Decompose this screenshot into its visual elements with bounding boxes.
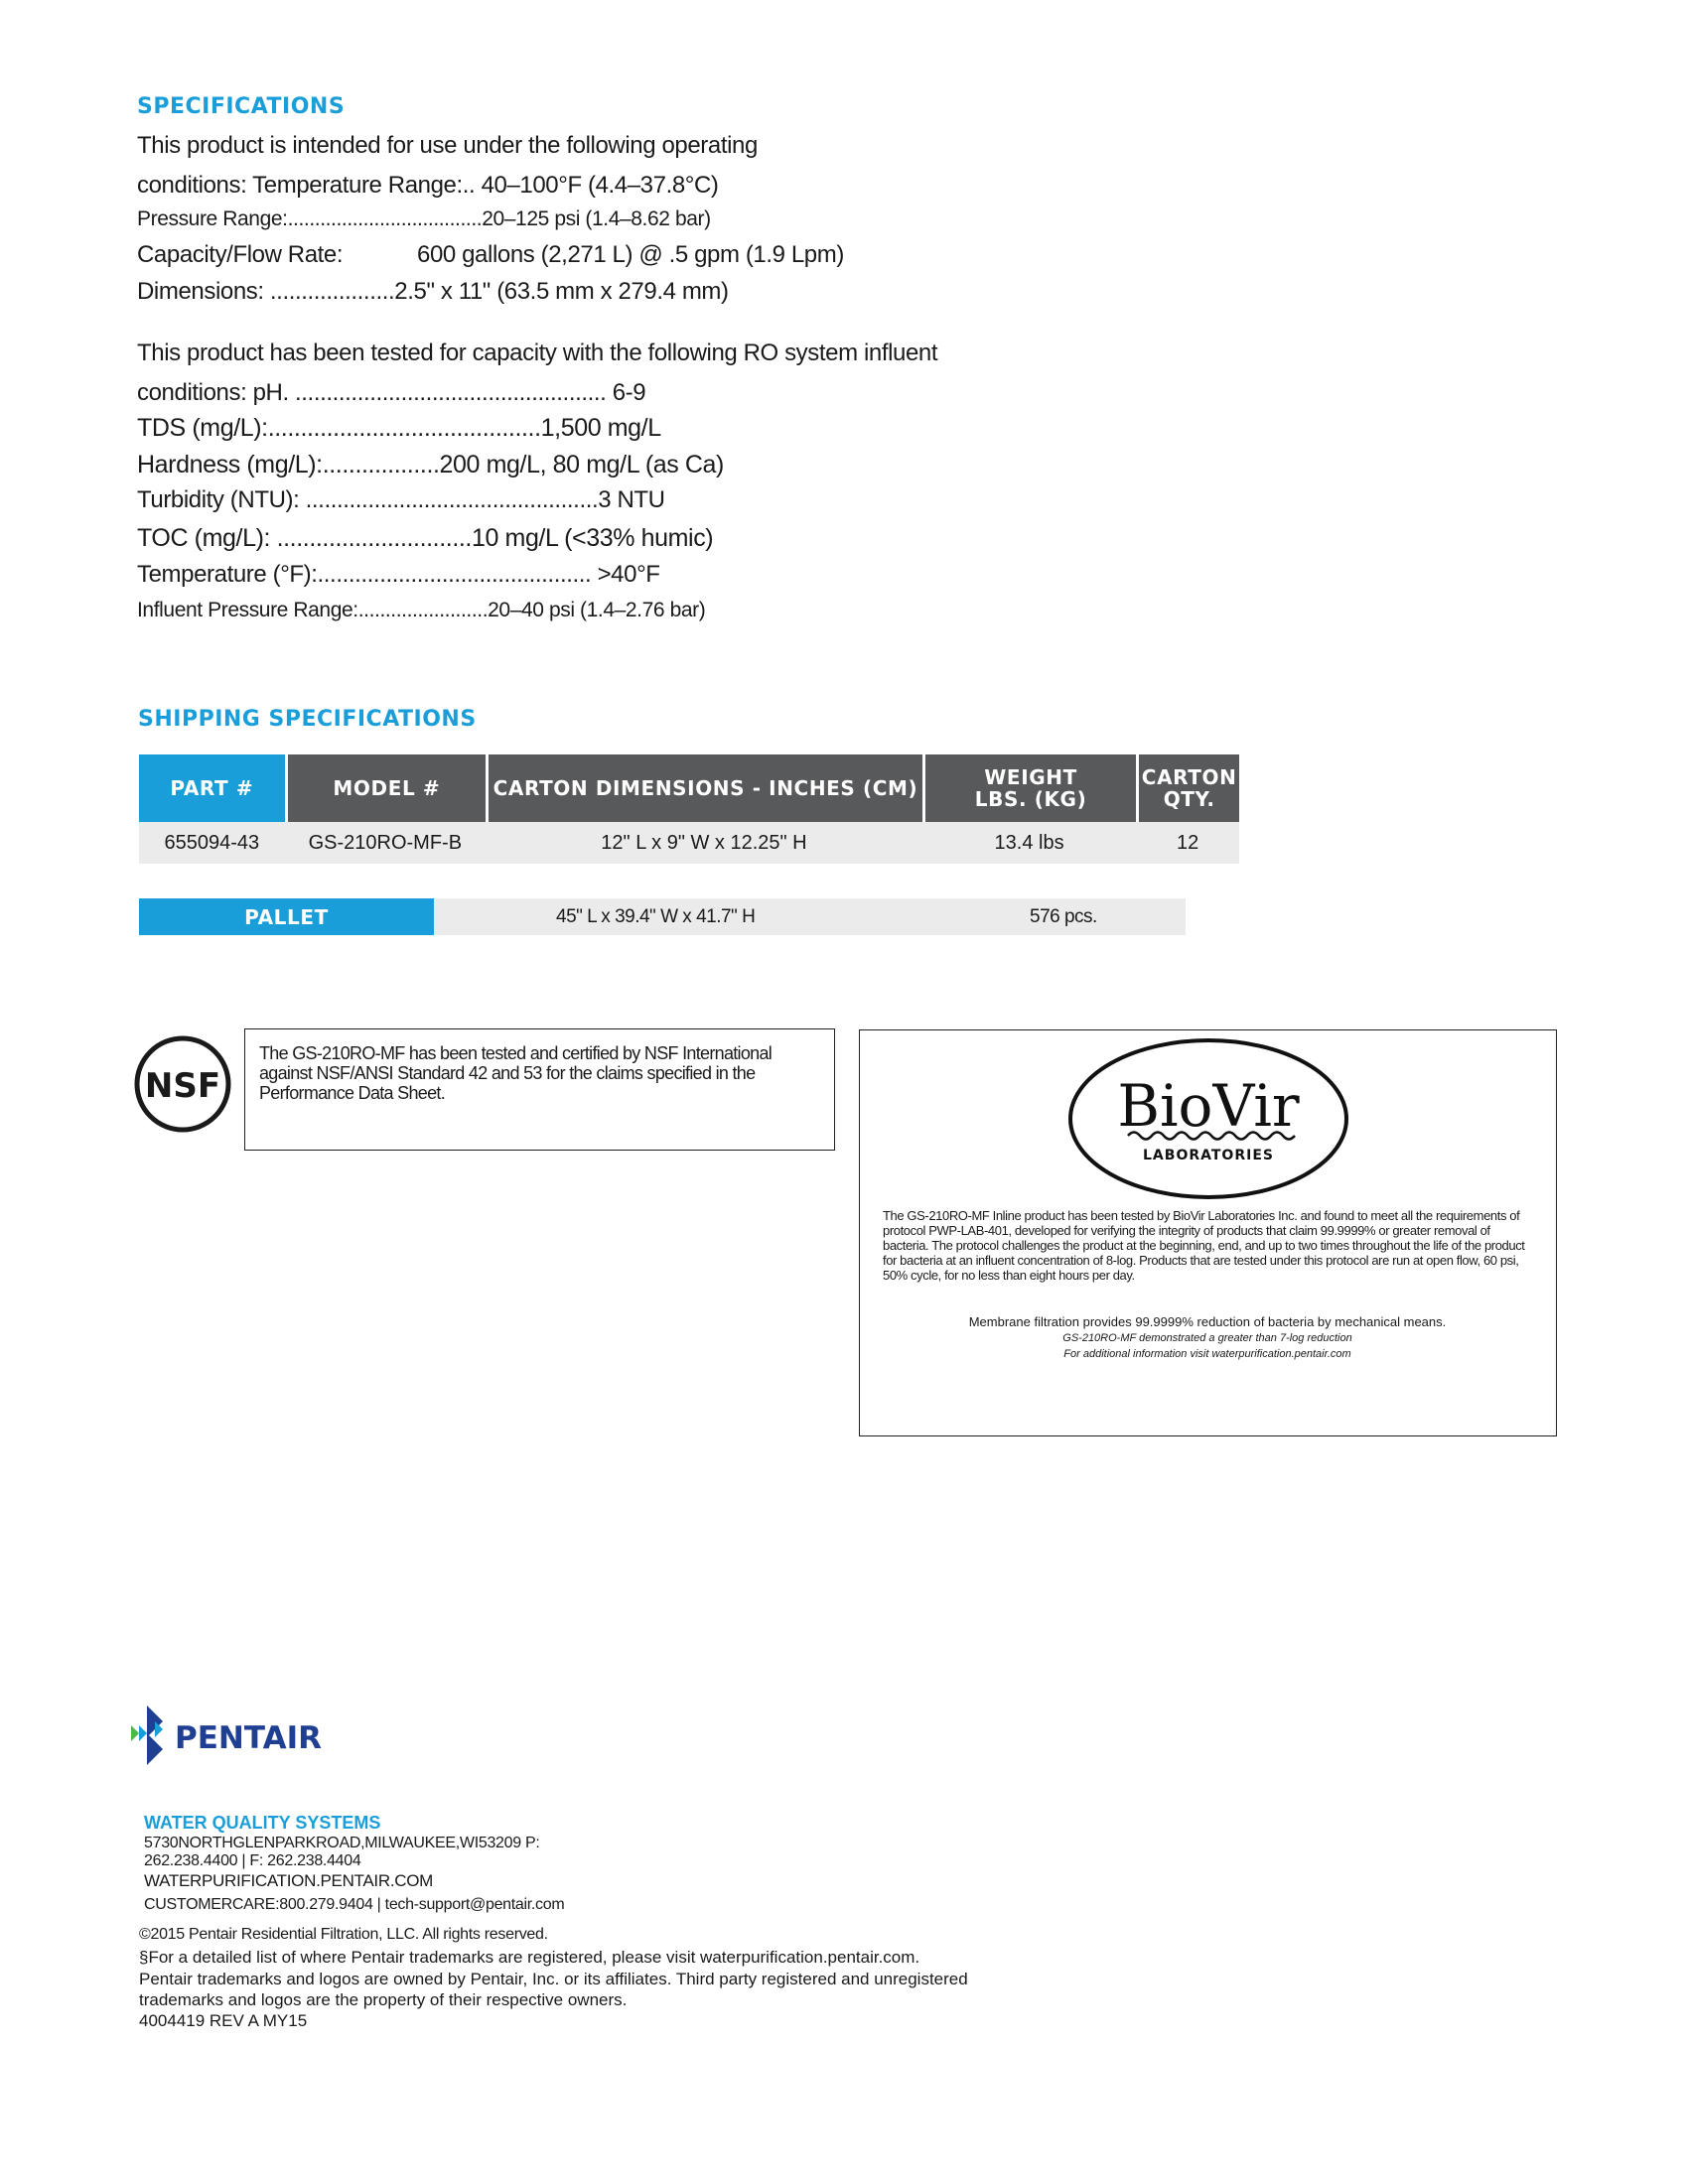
header-qty-line2: QTY. [1163,787,1215,811]
spec-turbidity: Turbidity (NTU): ...............................................3 NTU [137,486,665,513]
biovir-logo-name: BioVir [1117,1072,1300,1140]
spec-hardness: Hardness (mg/L):..................200 mg/L, 80 mg/L (as Ca) [137,451,724,478]
footer-address2: 262.238.4400 | F: 262.238.4404 [144,1852,361,1869]
specifications-heading: SPECIFICATIONS [137,94,346,119]
biovir-demo-note: GS-210RO-MF demonstrated a greater than 7-log reduction [1062,1332,1352,1344]
footer-division: WATER QUALITY SYSTEMS [144,1813,381,1833]
header-carton-qty [1139,754,1239,822]
spec-tds: TDS (mg/L):..........................................1,500 mg/L [137,414,661,442]
header-qty-line1: CARTON [1141,765,1237,789]
pallet-row [139,898,1186,935]
header-part: PART # [139,754,285,822]
spec-temperature-range: conditions: Temperature Range:.. 40–100°F (4.4–37.8°C) [137,172,719,199]
cell-model: GS-210RO-MF-B [308,831,463,854]
header-weight-line2: LBS. (KG) [974,787,1087,811]
spec-toc: TOC (mg/L): ..............................10 mg/L (<33% humic) [137,524,714,552]
spec-ph: conditions: pH. .................................................. 6-9 [137,379,646,406]
header-weight-line1: WEIGHT [984,765,1077,789]
nsf-logo [133,1034,232,1134]
shipping-table-header [139,754,1239,822]
spec-dimensions: Dimensions: ....................2.5" x 11" (63.5 mm x 279.4 mm) [137,278,729,305]
footer-legal1: §For a detailed list of where Pentair trademarks are registered, please visit waterpurification.pentair.com. [139,1948,920,1967]
header-weight [925,754,1136,822]
header-carton-dimensions: CARTON DIMENSIONS - INCHES (CM) [489,754,922,822]
footer-legal2: Pentair trademarks and logos are owned by Pentair, Inc. or its affiliates. Third party registered and unregistered [139,1970,968,1988]
table-row [139,822,1239,864]
cell-part: 655094-43 [164,831,260,854]
footer-doc-id: 4004419 REV A MY15 [139,2011,308,2030]
spec-capacity-value: 600 gallons (2,271 L) @ .5 gpm (1.9 Lpm) [417,241,844,268]
footer-customer-care: CUSTOMERCARE:800.279.9404 | tech-support@pentair.com [144,1896,565,1913]
spec-temperature: Temperature (°F):............................................ >40°F [137,561,660,588]
pallet-quantity: 576 pcs. [1030,905,1097,927]
pallet-dimensions: 45" L x 39.4" W x 41.7" H [556,905,756,927]
biovir-box [859,1029,1557,1436]
shipping-table [139,754,1239,864]
footer-copyright: ©2015 Pentair Residential Filtration, LLC. All rights reserved. [139,1926,548,1943]
nsf-certification-text: The GS-210RO-MF has been tested and certified by NSF International against NSF/ANSI Standard 42 and 53 for the claims specified in the Performance Data Sheet. [259,1043,773,1103]
biovir-logo-sub: LABORATORIES [1143,1148,1274,1163]
pallet-label: PALLET [139,898,434,935]
nsf-certification-box [244,1028,835,1151]
pentair-brand-text: PENTAIR [175,1720,322,1756]
spec-pressure-range: Pressure Range:....................................20–125 psi (1.4–8.62 bar) [137,207,711,230]
spec-influent-pressure: Influent Pressure Range:........................20–40 psi (1.4–2.76 bar) [137,599,706,621]
biovir-paragraph: The GS-210RO-MF Inline product has been tested by BioVir Laboratories Inc. and found to meet all the requirements of protocol PWP-LAB-401, developed for verifying the integrity of products that claim 99.9999% or greater removal of bacteria. The protocol challenges the product at the beginning, end, and up to two times throughout the life of the product for bacteria at an influent concentration of 8-log. Products that are tested under this protocol are run at open flow, 60 psi, 50% cycle, for no less than eight hours per day. [883,1208,1525,1283]
biovir-info-note: For additional information visit waterpurification.pentair.com [1063,1348,1351,1360]
footer-website: WATERPURIFICATION.PENTAIR.COM [144,1871,434,1890]
footer-legal3: trademarks and logos are the property of their respective owners. [139,1990,628,2009]
footer-address1: 5730NORTHGLENPARKROAD,MILWAUKEE,WI53209 P: [144,1835,540,1851]
pentair-logo [125,1704,373,1767]
spec-intro: This product is intended for use under the following operating [137,132,758,159]
biovir-logo [1066,1036,1350,1201]
shipping-heading: SHIPPING SPECIFICATIONS [138,707,477,732]
cell-carton-dimensions: 12" L x 9" W x 12.25" H [601,831,807,854]
header-model: MODEL # [288,754,486,822]
spec-influent-intro: This product has been tested for capacity with the following RO system influent [137,340,938,366]
cell-weight: 13.4 lbs [994,831,1064,854]
nsf-logo-text: NSF [144,1066,221,1106]
spec-capacity-label: Capacity/Flow Rate: [137,241,344,268]
cell-qty: 12 [1177,831,1199,854]
biovir-membrane-note: Membrane filtration provides 99.9999% reduction of bacteria by mechanical means. [968,1314,1447,1329]
